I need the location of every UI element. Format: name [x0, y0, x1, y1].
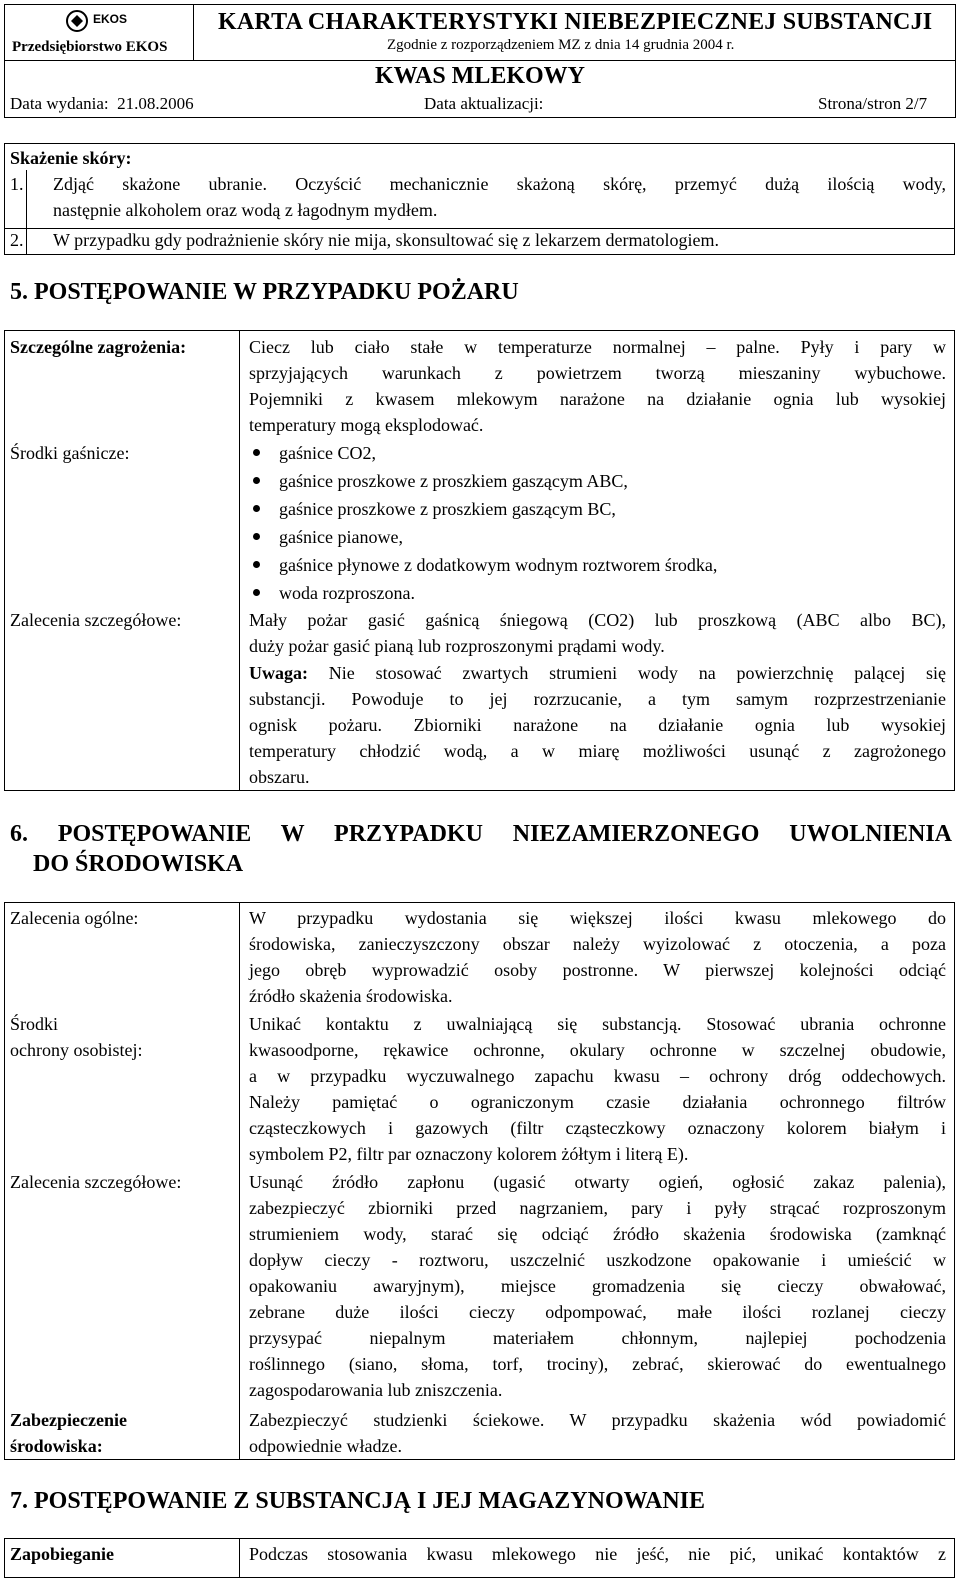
- release-detailed-line-4: dopływ cieczy - roztworu, uszczelnić uszkodzone opakowanie i umieścić w: [249, 1250, 946, 1270]
- extinguishing-media-item: gaśnice płynowe z dodatkowym wodnym roztworem środka,: [249, 552, 949, 580]
- section-5-col-divider: [239, 330, 240, 791]
- section-7-col-divider: [239, 1538, 240, 1578]
- ppe-line-6: symbolem P2, filtr par oznaczony kolorem żółtym i literą E).: [249, 1144, 689, 1164]
- ppe-label-line-2: ochrony osobistej:: [10, 1040, 143, 1060]
- header-divider-horizontal: [4, 60, 956, 61]
- section-7-title: 7. POSTĘPOWANIE Z SUBSTANCJĄ I JEJ MAGAZYNOWANIE: [10, 1488, 705, 1514]
- document-subtitle: Zgodnie z rozporządzeniem MZ z dnia 14 grudnia 2004 r.: [387, 37, 735, 53]
- prevention-label: Zapobieganie: [10, 1544, 115, 1564]
- warning-text: Nie stosować zwartych strumieni wody na powierzchnię palącej się: [308, 663, 946, 683]
- env-line-1: Zabezpieczyć studzienki ściekowe. W przypadku skażenia wód powiadomić: [249, 1410, 946, 1430]
- fire-warning-line-5: obszaru.: [249, 767, 310, 787]
- general-line-1: W przypadku wydostania się większej ilości kwasu mlekowego do: [249, 908, 946, 928]
- release-detailed-line-7: przysypać niepalnym materiałem chłonnym, najlepiej pochodzenia: [249, 1328, 946, 1348]
- hazards-line-2: sprzyjających warunkach z powietrzem tworzą mieszaniny wybuchowe.: [249, 363, 946, 383]
- release-detailed-line-3: strumieniem wody, starać się odciąć źródło skażenia środowiska (zamknąć: [249, 1224, 946, 1244]
- company-logo: [65, 9, 139, 33]
- release-detailed-line-9: zagospodarowania lub zniszczenia.: [249, 1380, 503, 1400]
- ppe-line-5: cząsteczkowych i gazowych (filtr cząsteczkowy oznaczony kolorem białym i: [249, 1118, 946, 1138]
- section-6-col-divider: [239, 902, 240, 1460]
- release-detailed-line-6: zebrane duże ilości cieczy odpompować, małe ilości rozlanej cieczy: [249, 1302, 946, 1322]
- general-label: Zalecenia ogólne:: [10, 908, 139, 928]
- extinguishing-media-item: gaśnice proszkowe z proszkiem gaszącym BC,: [249, 496, 949, 524]
- update-date: Data aktualizacji:: [424, 94, 544, 113]
- general-line-4: źródło skażenia środowiska.: [249, 986, 453, 1006]
- ppe-line-4: Należy pamiętać o ograniczonym czasie działania ochronnego filtrów: [249, 1092, 946, 1112]
- section-6-title-line-2: DO ŚRODOWISKA: [33, 851, 244, 877]
- skin-table-num-divider: [26, 170, 27, 255]
- warning-label: Uwaga:: [249, 663, 308, 683]
- substance-name: KWAS MLEKOWY: [374, 63, 586, 89]
- page-number: Strona/stron 2/7: [818, 94, 928, 113]
- skin-item-1-line-1: Zdjąć skażone ubranie. Oczyścić mechanicznie skażoną skórę, przemyć dużą ilością wody,: [53, 174, 946, 194]
- document-title: KARTA CHARAKTERYSTYKI NIEBEZPIECZNEJ SUBSTANCJI: [218, 9, 933, 35]
- general-line-3: jego obręb wyprowadzić osoby postronne. W pierwszej kolejności odciąć: [249, 960, 946, 980]
- release-detailed-label: Zalecenia szczegółowe:: [10, 1172, 182, 1192]
- skin-heading: Skażenie skóry:: [10, 148, 132, 168]
- skin-item-1-num: 1.: [10, 174, 24, 194]
- env-line-2: odpowiednie władze.: [249, 1436, 402, 1456]
- hazards-line-3: Pojemniki z kwasem mlekowym narażone na działanie ognia lub wysokiej: [249, 389, 946, 409]
- hazards-label: Szczególne zagrożenia:: [10, 337, 187, 357]
- extinguishing-media-item: gaśnice CO2,: [249, 440, 949, 468]
- extinguishing-media-list: [249, 440, 949, 608]
- issue-date: Data wydania: 21.08.2006: [10, 94, 194, 113]
- extinguishing-media-label: Środki gaśnicze:: [10, 443, 130, 463]
- ppe-line-2: kwasoodporne, rękawice ochronne, okulary ochronne w szczelnej obudowie,: [249, 1040, 946, 1060]
- release-detailed-line-2: zabezpieczyć zbiorniki przed nagrzaniem, pary i pyły strącać rozproszonym: [249, 1198, 946, 1218]
- release-detailed-line-8: roślinnego (siano, słoma, torf, trociny), zebrać, skierować do ewentualnego: [249, 1354, 946, 1374]
- ppe-line-3: a w przypadku wyczuwalnego zapachu kwasu – ochrony dróg oddechowych.: [249, 1066, 946, 1086]
- extinguishing-media-item: woda rozproszona.: [249, 580, 949, 608]
- skin-item-1-line-2: następnie alkoholem oraz wodą z łagodnym mydłem.: [53, 200, 438, 220]
- env-label-line-1: Zabezpieczenie: [10, 1410, 127, 1430]
- ppe-line-1: Unikać kontaktu z uwalniającą się substancją. Stosować ubrania ochronne: [249, 1014, 946, 1034]
- fire-warning-line-1: [249, 660, 946, 686]
- skin-item-2-num: 2.: [10, 230, 24, 250]
- extinguishing-media-item: gaśnice proszkowe z proszkiem gaszącym ABC,: [249, 468, 949, 496]
- env-label-line-2: środowiska:: [10, 1436, 103, 1456]
- logo-text: EKOS: [93, 12, 128, 26]
- section-5-title: 5. POSTĘPOWANIE W PRZYPADKU POŻARU: [10, 279, 519, 305]
- skin-item-2-line-1: W przypadku gdy podrażnienie skóry nie mija, skonsultować się z lekarzem dermatologiem.: [53, 230, 719, 250]
- fire-detailed-line-2: duży pożar gasić pianą lub rozproszonymi prądami wody.: [249, 636, 665, 656]
- section-6-title-line-1: 6. POSTĘPOWANIE W PRZYPADKU NIEZAMIERZONEGO UWOLNIENIA: [10, 821, 952, 847]
- fire-warning-line-3: ognisk pożaru. Zbiorniki narażone na działanie ognia lub wysokiej: [249, 715, 946, 735]
- fire-detailed-label: Zalecenia szczegółowe:: [10, 610, 182, 630]
- release-detailed-line-5: opakowaniu awaryjnym), miejsce gromadzenia się cieczy obwałować,: [249, 1276, 946, 1296]
- ppe-label-line-1: Środki: [10, 1014, 59, 1034]
- hazards-line-4: temperatury mogą eksplodować.: [249, 415, 484, 435]
- prevention-line-1: Podczas stosowania kwasu mlekowego nie jeść, nie pić, unikać kontaktów z: [249, 1544, 946, 1564]
- release-detailed-line-1: Usunąć źródło zapłonu (ugasić otwarty ogień, ogłosić zakaz palenia),: [249, 1172, 946, 1192]
- fire-warning-line-4: temperatury chłodzić wodą, a w miarę możliwości usunąć z zagrożonego: [249, 741, 946, 761]
- header-divider-vertical: [193, 4, 194, 60]
- fire-warning-line-2: substancji. Powoduje to jej rozrzucanie, a tym samym rozprzestrzenianie: [249, 689, 946, 709]
- fire-detailed-line-1: Mały pożar gasić gaśnicą śniegową (CO2) lub proszkową (ABC albo BC),: [249, 610, 946, 630]
- general-line-2: środowiska, zanieczyszczony obszar należy wyizolować z otoczenia, a poza: [249, 934, 946, 954]
- company-name: Przedsiębiorstwo EKOS: [12, 39, 168, 55]
- extinguishing-media-item: gaśnice pianowe,: [249, 524, 949, 552]
- hazards-line-1: Ciecz lub ciało stałe w temperaturze normalnej – palne. Pyły i pary w: [249, 337, 946, 357]
